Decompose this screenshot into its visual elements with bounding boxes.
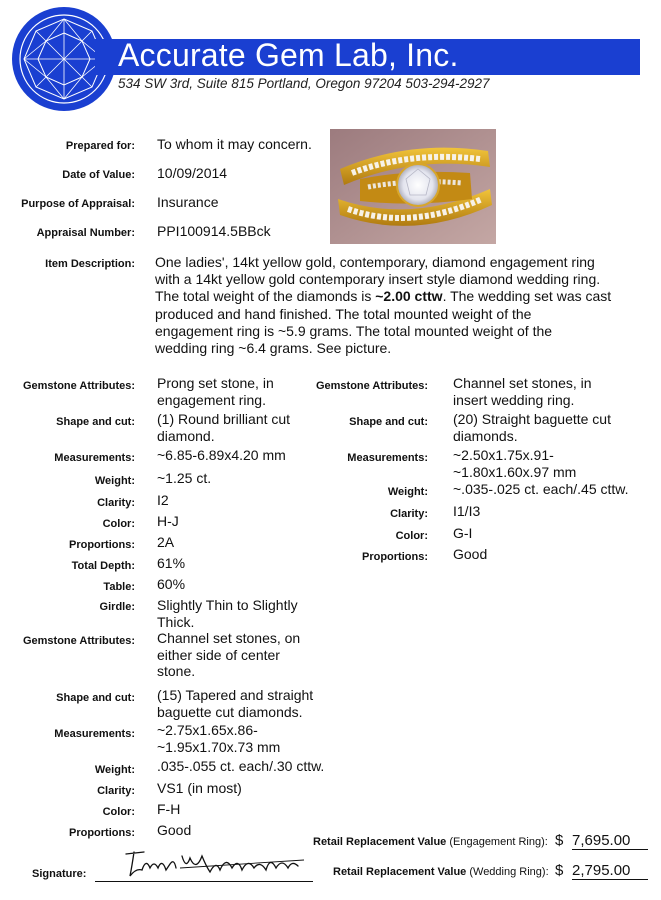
value-line: ~1.80x1.60x.97 mm xyxy=(453,463,577,480)
color-label: Color: xyxy=(102,518,135,530)
appraisal-number-label: Appraisal Number: xyxy=(36,227,135,239)
retail-label-sub: (Engagement Ring): xyxy=(449,836,548,848)
retail-label-text: Retail Replacement Value xyxy=(313,836,447,848)
shape-and-cut-value xyxy=(157,411,290,444)
value-line: (1) Round brilliant cut xyxy=(157,411,291,427)
value-line: Channel set stones, on xyxy=(157,630,301,646)
ring-photo xyxy=(330,129,496,244)
proportions-label: Proportions: xyxy=(69,539,135,551)
value-line: (20) Straight baguette cut xyxy=(453,411,611,427)
description-line xyxy=(155,288,625,305)
shape-and-cut-label: Shape and cut: xyxy=(56,416,135,428)
proportions-value: Good xyxy=(157,822,192,838)
total-weight-emphasis: ~2.00 cttw xyxy=(375,288,443,305)
value-line: diamonds. xyxy=(453,427,518,444)
value-line: Slightly Thin to Slightly xyxy=(157,597,298,613)
prepared-for-label: Prepared for: xyxy=(65,140,135,152)
weight-value: ~1.25 ct. xyxy=(157,470,212,486)
shape-and-cut-label: Shape and cut: xyxy=(349,416,428,428)
company-address: 534 SW 3rd, Suite 815 Portland, Oregon 97204 503-294-2927 xyxy=(118,76,490,91)
girdle-label: Girdle: xyxy=(99,601,135,613)
value-line: (15) Tapered and straight xyxy=(157,687,314,703)
retail-label-sub: (Wedding Ring): xyxy=(469,866,549,878)
proportions-label: Proportions: xyxy=(362,551,428,563)
color-label: Color: xyxy=(102,806,135,818)
description-line: One ladies', 14kt yellow gold, contemporary, diamond engagement ring xyxy=(155,254,595,270)
gemstone-attributes-value xyxy=(453,375,592,408)
proportions-label: Proportions: xyxy=(69,827,135,839)
description-line: wedding ring ~6.4 grams. See picture. xyxy=(155,340,392,357)
girdle-value xyxy=(157,597,298,630)
value-line: Thick. xyxy=(157,613,195,630)
color-value: F-H xyxy=(157,801,181,817)
description-line: produced and hand finished. The total mounted weight of the xyxy=(155,305,532,322)
clarity-value: I1/I3 xyxy=(453,503,481,519)
value-line: either side of center xyxy=(157,646,280,663)
proportions-value: 2A xyxy=(157,534,175,550)
weight-value: ~.035-.025 ct. each/.45 cttw. xyxy=(453,481,629,497)
weight-label: Weight: xyxy=(94,475,135,487)
weight-label: Weight: xyxy=(387,486,428,498)
value-line: ~2.75x1.65x.86- xyxy=(157,722,258,738)
measurements-label: Measurements: xyxy=(54,452,135,464)
gemstone-attributes-value xyxy=(157,630,300,680)
company-name: Accurate Gem Lab, Inc. xyxy=(118,37,459,73)
gemstone-attributes-label: Gemstone Attributes: xyxy=(315,380,428,392)
purpose-value: Insurance xyxy=(157,194,219,210)
value-line: diamond. xyxy=(157,427,215,444)
clarity-value: VS1 (in most) xyxy=(157,780,242,796)
total-depth-label: Total Depth: xyxy=(71,560,135,572)
purpose-label: Purpose of Appraisal: xyxy=(21,198,135,210)
signature-label: Signature: xyxy=(32,868,87,880)
gemstone-attributes-label: Gemstone Attributes: xyxy=(22,635,135,647)
engagement-retail-label xyxy=(313,836,548,848)
value-line: ~1.95x1.70x.73 mm xyxy=(157,738,281,755)
description-line: engagement ring is ~5.9 grams. The total mounted weight of the xyxy=(155,322,553,339)
prepared-for-value: To whom it may concern. xyxy=(157,136,312,152)
value-line: stone. xyxy=(157,663,196,679)
weight-value: .035-.055 ct. each/.30 cttw. xyxy=(157,758,325,774)
description-line: with a 14kt yellow gold contemporary insert style diamond wedding ring. xyxy=(155,271,601,288)
table-value: 60% xyxy=(157,576,186,592)
description-text: The total weight of the diamonds is xyxy=(155,288,376,305)
value-line: Channel set stones, in xyxy=(453,375,592,391)
item-description xyxy=(155,254,625,357)
date-of-value-label: Date of Value: xyxy=(62,169,135,181)
signature-line xyxy=(95,881,313,882)
total-depth-value: 61% xyxy=(157,555,186,571)
description-text: . The wedding set was cast xyxy=(442,288,612,305)
item-description-label: Item Description: xyxy=(45,258,135,270)
shape-and-cut-value xyxy=(453,411,611,444)
value-line: insert wedding ring. xyxy=(453,391,575,408)
proportions-value: Good xyxy=(453,546,488,562)
shape-and-cut-value xyxy=(157,687,313,720)
handwritten-signature xyxy=(120,846,310,880)
measurements-value xyxy=(157,722,280,755)
wedding-currency: $ xyxy=(555,862,564,879)
date-of-value: 10/09/2014 xyxy=(157,165,228,181)
color-value: G-I xyxy=(453,525,473,541)
shape-and-cut-label: Shape and cut: xyxy=(56,692,135,704)
retail-label-text: Retail Replacement Value xyxy=(333,866,467,878)
gemstone-attributes-value xyxy=(157,375,274,408)
color-label: Color: xyxy=(395,530,428,542)
clarity-label: Clarity: xyxy=(97,785,135,797)
appraisal-number-value: PPI100914.5BBck xyxy=(157,223,271,239)
value-line: Prong set stone, in xyxy=(157,375,274,391)
measurements-label: Measurements: xyxy=(54,728,135,740)
value-line: ~2.50x1.75x.91- xyxy=(453,447,554,463)
value-line: baguette cut diamonds. xyxy=(157,703,303,720)
engagement-currency: $ xyxy=(555,832,564,849)
clarity-value: I2 xyxy=(157,492,169,508)
measurements-value: ~6.85-6.89x4.20 mm xyxy=(157,447,286,463)
clarity-label: Clarity: xyxy=(97,497,135,509)
measurements-value xyxy=(453,447,576,480)
wedding-retail-value: 2,795.00 xyxy=(572,862,648,880)
measurements-label: Measurements: xyxy=(347,452,428,464)
engagement-retail-value: 7,695.00 xyxy=(572,832,648,850)
gemstone-attributes-label: Gemstone Attributes: xyxy=(22,380,135,392)
weight-label: Weight: xyxy=(94,764,135,776)
clarity-label: Clarity: xyxy=(390,508,428,520)
table-label: Table: xyxy=(103,581,135,593)
wedding-retail-label xyxy=(333,866,549,878)
color-value: H-J xyxy=(157,513,179,529)
value-line: engagement ring. xyxy=(157,391,266,408)
